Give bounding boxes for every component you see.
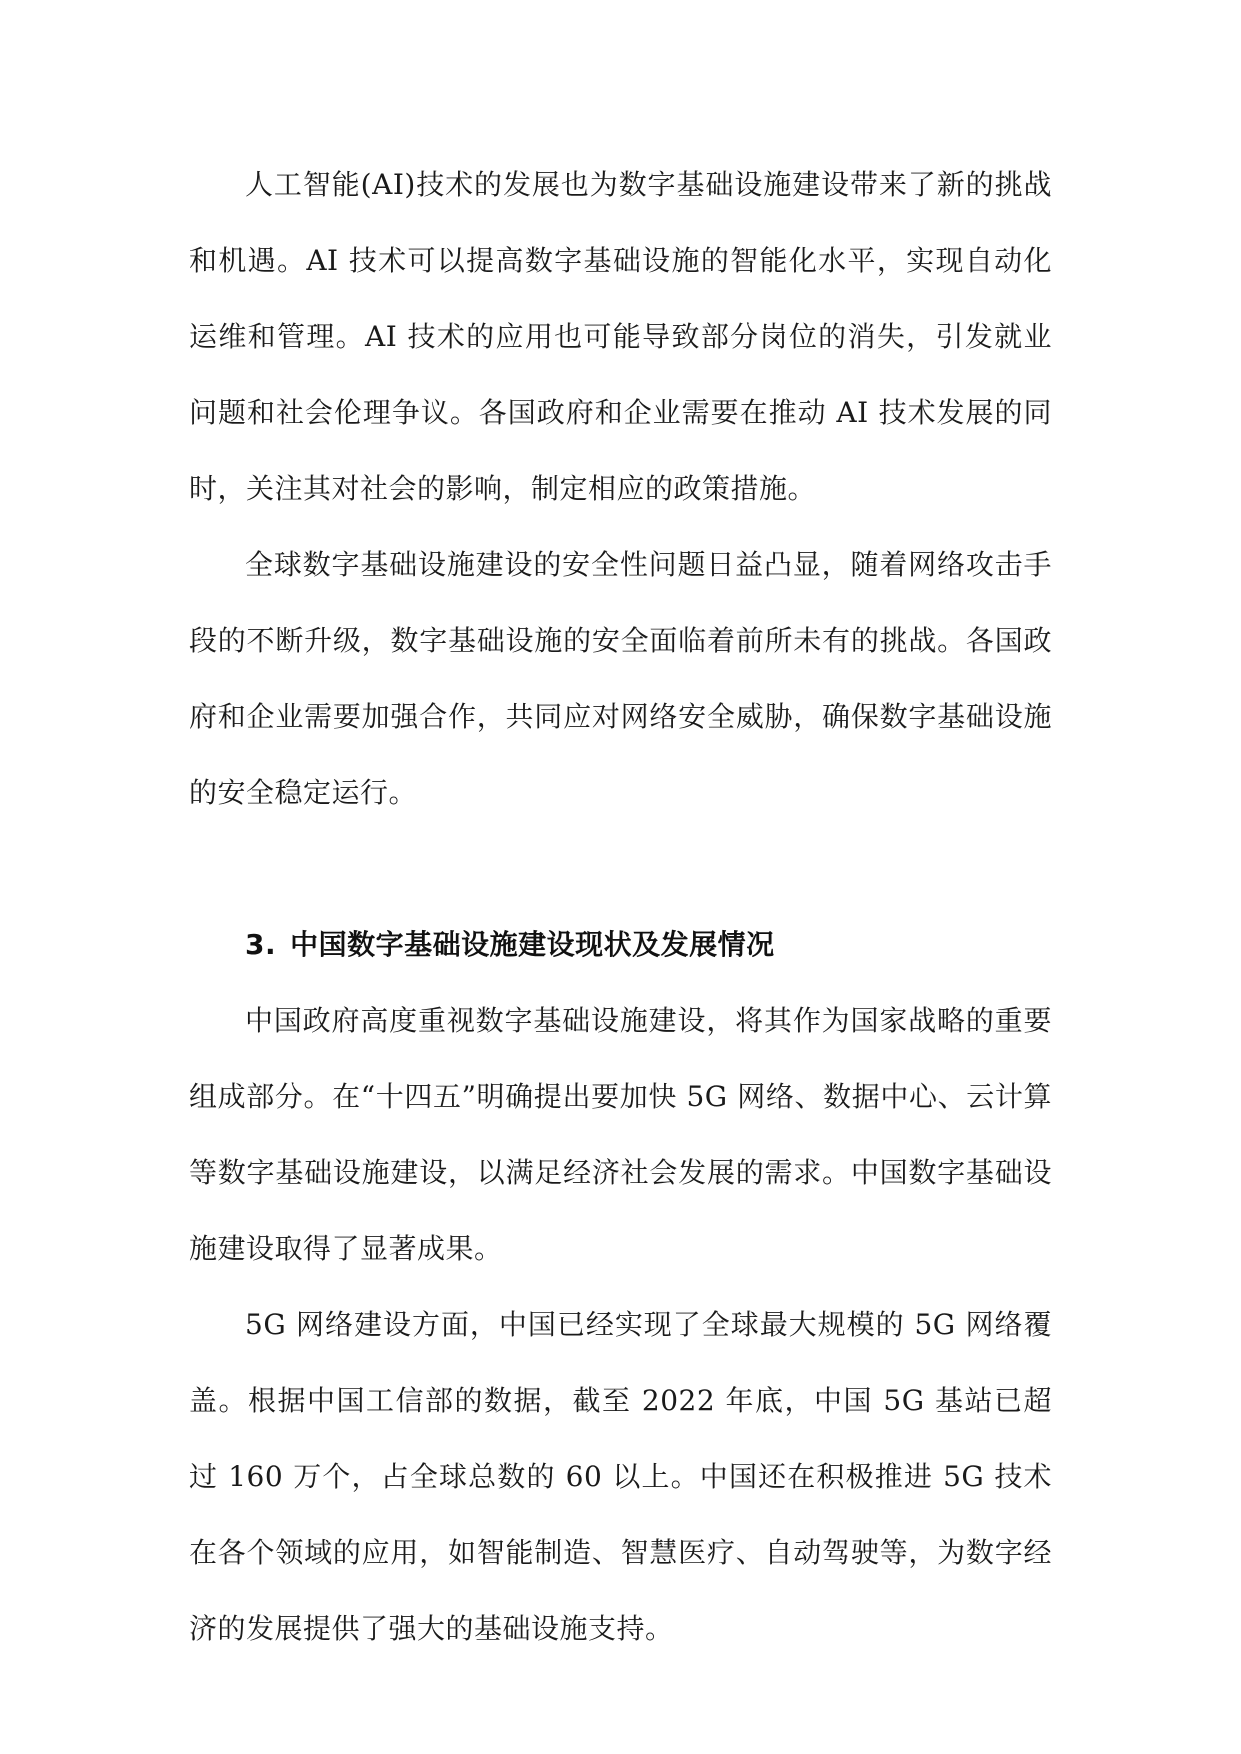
- paragraph-5g-network: 5G 网络建设方面，中国已经实现了全球最大规模的 5G 网络覆盖。根据中国工信部的数据，截至 2022 年底，中国 5G 基站已超过 160 万个，占全球总数的 60 以上。中国还在积极推进 5G 技术在各个领域的应用，如智能制造、智慧医疗、自动驾驶等，为数字经济的发展提供了强大的基础设施支持。: [189, 1308, 1052, 1645]
- paragraph-ai-challenges: 人工智能(AI)技术的发展也为数字基础设施建设带来了新的挑战和机遇。AI 技术可以提高数字基础设施的智能化水平，实现自动化运维和管理。AI 技术的应用也可能导致部分岗位的消失，引发就业问题和社会伦理争议。各国政府和企业需要在推动 AI 技术发展的同时，关注其对社会的影响，制定相应的政策措施。: [189, 168, 1052, 505]
- paragraph-security: 全球数字基础设施建设的安全性问题日益凸显，随着网络攻击手段的不断升级，数字基础设施的安全面临着前所未有的挑战。各国政府和企业需要加强合作，共同应对网络安全威胁，确保数字基础设施的安全稳定运行。: [189, 548, 1052, 809]
- document-body: [189, 147, 1052, 1667]
- section-title: 中国数字基础设施建设现状及发展情况: [290, 928, 775, 961]
- section-number: 3.: [245, 928, 277, 961]
- paragraph-china-strategy: 中国政府高度重视数字基础设施建设，将其作为国家战略的重要组成部分。在“十四五”明确提出要加快 5G 网络、数据中心、云计算等数字基础设施建设，以满足经济社会发展的需求。中国数字基础设施建设取得了显著成果。: [189, 1004, 1052, 1265]
- section-heading: [189, 831, 1052, 983]
